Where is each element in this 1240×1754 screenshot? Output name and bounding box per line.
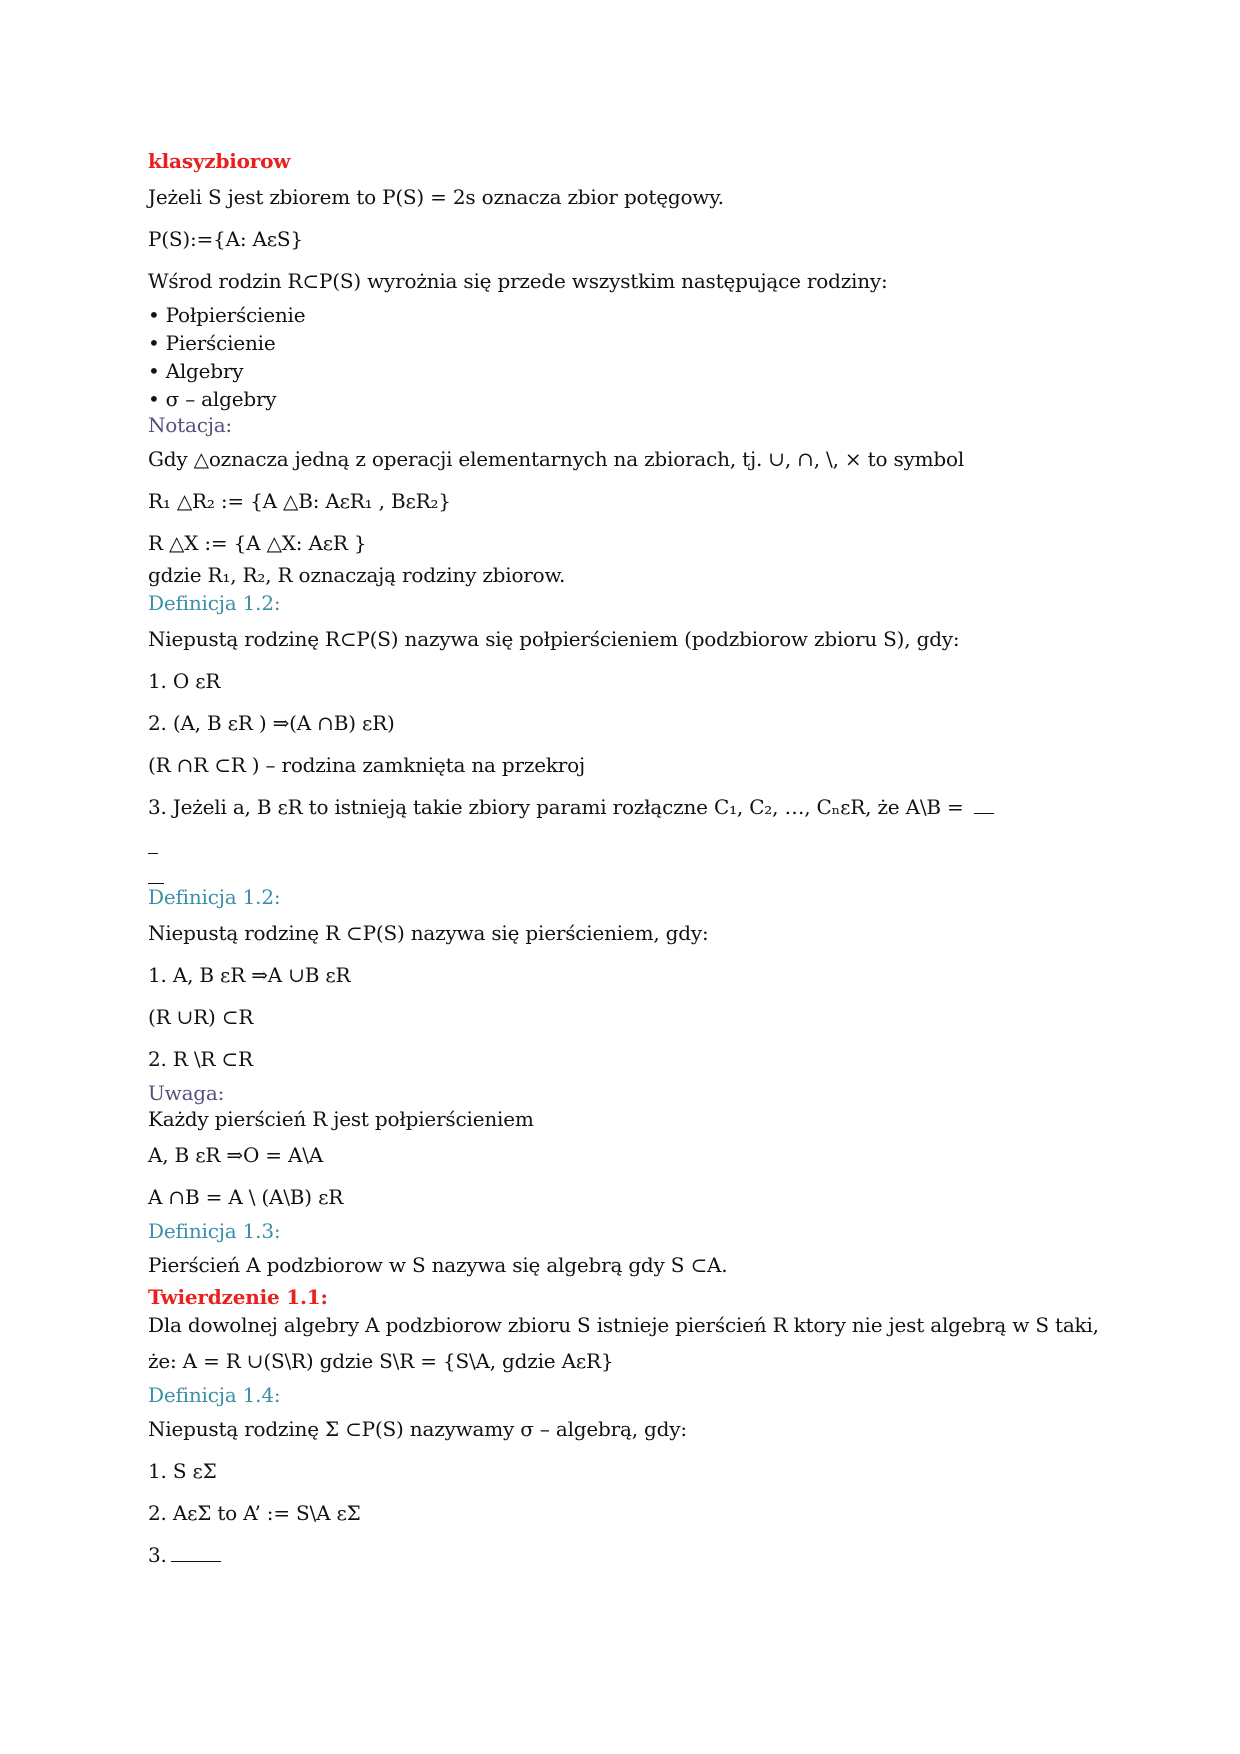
paragraph: gdzie R₁, R₂, R oznaczają rodziny zbiorow. <box>148 563 566 587</box>
paragraph: Gdy △oznacza jedną z operacji elementarnych na zbiorach, tj. ∪, ∩, \, × to symbol <box>148 447 965 471</box>
list-item: • σ – algebry <box>148 386 276 412</box>
blank-line <box>974 799 994 814</box>
page-title: klasyzbiorow <box>148 149 291 173</box>
paragraph: 2. (A, B εR ) ⇒(A ∩B) εR) <box>148 711 395 735</box>
section-label-notacja: Notacja: <box>148 413 232 437</box>
list-item: • Algebry <box>148 358 243 384</box>
paragraph: że: A = R ∪(S\R) gdzie S\R = {S\A, gdzie AεR} <box>148 1349 614 1373</box>
paragraph: Niepustą rodzinę R⊂P(S) nazywa się połpierścieniem (podzbiorow zbioru S), gdy: <box>148 627 960 651</box>
list-item: • Pierścienie <box>148 330 275 356</box>
blank-line <box>148 839 158 854</box>
paragraph: 2. AεΣ to A’ := S\A εΣ <box>148 1501 361 1525</box>
paragraph: Pierścień A podzbiorow w S nazywa się algebrą gdy S ⊂A. <box>148 1253 728 1277</box>
paragraph: 1. A, B εR ⇒A ∪B εR <box>148 963 351 987</box>
paragraph: Niepustą rodzinę Σ ⊂P(S) nazywamy σ – algebrą, gdy: <box>148 1417 687 1441</box>
paragraph-text: 3. Jeżeli a, B εR to istnieją takie zbiory parami rozłączne C₁, C₂, …, CₙεR, że A\B = <box>148 795 964 819</box>
paragraph: Niepustą rodzinę R ⊂P(S) nazywa się pierścieniem, gdy: <box>148 921 709 945</box>
section-label-definicja: Definicja 1.2: <box>148 885 281 909</box>
paragraph: A, B εR ⇒O = A\A <box>148 1143 324 1167</box>
blank-line <box>148 834 158 860</box>
paragraph: (R ∩R ⊂R ) – rodzina zamknięta na przekroj <box>148 753 585 777</box>
section-label-definicja: Definicja 1.4: <box>148 1383 281 1407</box>
list-item: • Połpierścienie <box>148 302 305 328</box>
paragraph: P(S):={A: AεS} <box>148 227 303 251</box>
paragraph: Każdy pierścień R jest połpierścieniem <box>148 1107 534 1131</box>
paragraph: 1. S εΣ <box>148 1459 217 1483</box>
paragraph: 2. R \R ⊂R <box>148 1047 253 1071</box>
paragraph: Wśrod rodzin R⊂P(S) wyrożnia się przede wszystkim następujące rodziny: <box>148 269 888 293</box>
paragraph-text: 3. <box>148 1543 167 1567</box>
section-label-uwaga: Uwaga: <box>148 1081 225 1105</box>
paragraph: R₁ △R₂ := {A △B: AεR₁ , BεR₂} <box>148 489 451 513</box>
paragraph: Dla dowolnej algebry A podzbiorow zbioru S istnieje pierścień R ktory nie jest algebrą w S taki, <box>148 1313 1099 1337</box>
blank-line <box>148 869 164 884</box>
section-label-twierdzenie: Twierdzenie 1.1: <box>148 1285 328 1309</box>
paragraph <box>148 1542 221 1568</box>
paragraph: (R ∪R) ⊂R <box>148 1005 254 1029</box>
paragraph: 1. O εR <box>148 669 221 693</box>
paragraph: A ∩B = A \ (A\B) εR <box>148 1185 344 1209</box>
blank-line <box>171 1547 221 1562</box>
section-label-definicja: Definicja 1.3: <box>148 1219 281 1243</box>
paragraph: R △X := {A △X: AεR } <box>148 531 367 555</box>
paragraph: Jeżeli S jest zbiorem to P(S) = 2s oznacza zbior potęgowy. <box>148 185 724 209</box>
section-label-definicja: Definicja 1.2: <box>148 591 281 615</box>
paragraph <box>148 794 994 820</box>
